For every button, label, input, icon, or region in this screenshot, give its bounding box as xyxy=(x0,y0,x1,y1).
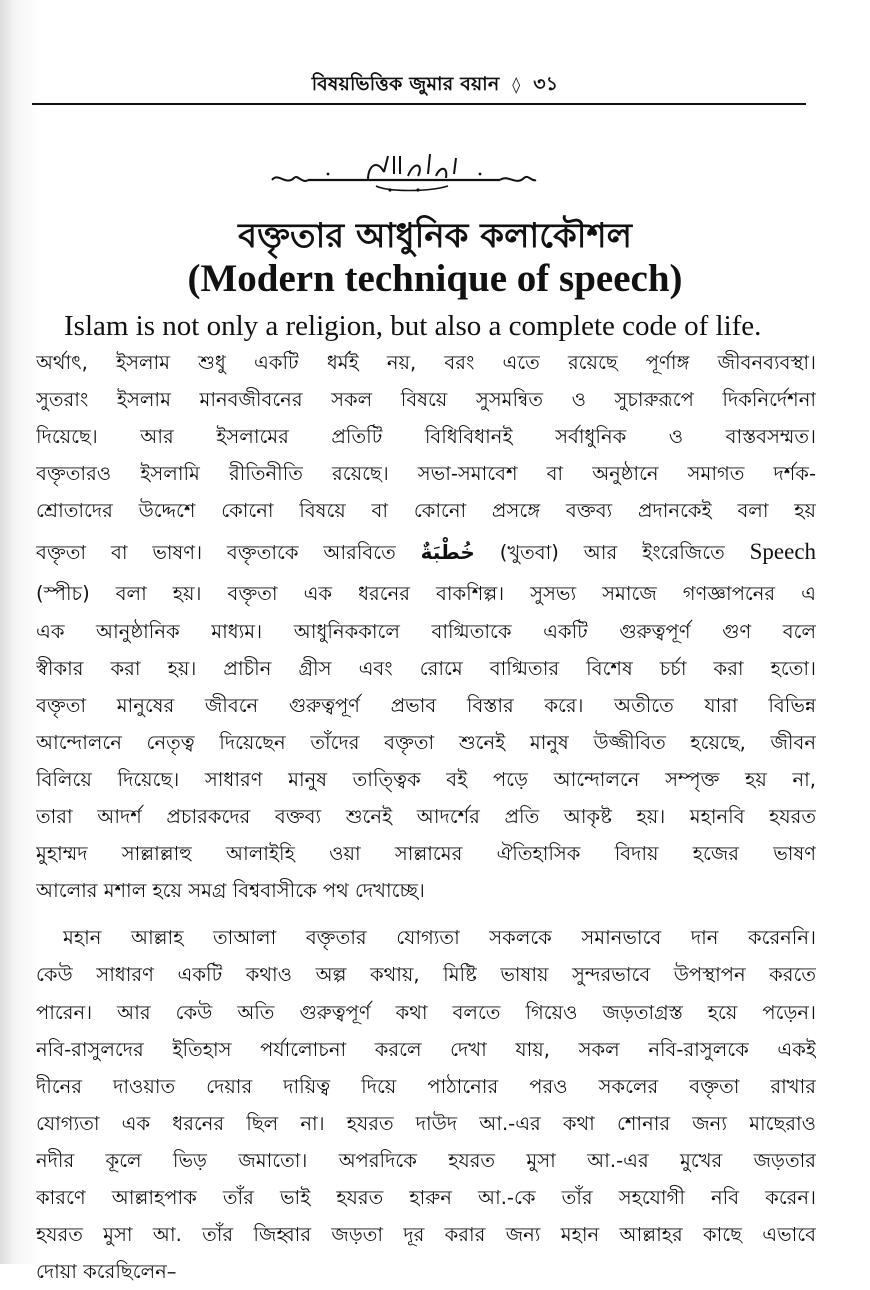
arabic-word-khutba: خُطْبَةٌ xyxy=(420,540,475,565)
body-line: দিয়েছে। আর ইসলামের প্রতিটি বিধিবিধানই সর্বাধুনিক ও বাস্তবসম্মত। xyxy=(36,425,816,449)
body-line: হযরত মুসা আ. তাঁর জিহ্বার জড়তা দূর করার জন্য মহান আল্লাহর কাছে এভাবে xyxy=(36,1223,816,1247)
body-line: বক্তৃতারও ইসলামি রীতিনীতি রয়েছে। সভা-সমাবেশ বা অনুষ্ঠানে সমাগত দর্শক- xyxy=(36,462,816,486)
body-line: তারা আদর্শ প্রচারকদের বক্তব্য শুনেই আদর্শের প্রতি আকৃষ্ট হয়। মহানবি হযরত xyxy=(36,805,816,829)
speech-line-middle: (খুতবা) আর ইংরেজিতে xyxy=(499,541,725,565)
body-line: অর্থাৎ, ইসলাম শুধু একটি ধর্মই নয়, বরং এতে রয়েছে পূর্ণাঙ্গ জীবনব্যবস্থা। xyxy=(36,351,816,374)
body-line: নদীর কূলে ভিড় জমাতো। অপরদিকে হযরত মুসা আ.-এর মুখের জড়তার xyxy=(36,1148,816,1172)
body-line: পারেন। আর কেউ অতি গুরুত্বপূর্ণ কথা বলতে গিয়েও জড়তাগ্রস্ত হয়ে পড়েন। xyxy=(36,1000,816,1024)
chapter-title-bengali: বক্তৃতার আধুনিক কলাকৌশল xyxy=(238,216,632,256)
bismillah-calligraphy-icon xyxy=(268,150,538,198)
body-line: সুতরাং ইসলাম মানবজীবনের সকল বিষয়ে সুসমন্বিত ও সুচারুরূপে দিকনির্দেশনা xyxy=(36,388,816,412)
body-line-speech-definition xyxy=(36,529,816,575)
body-line: নবি-রাসুলদের ইতিহাস পর্যালোচনা করলে দেখা যায়, সকল নবি-রাসুলকে একই xyxy=(36,1037,816,1061)
body-line: মহান আল্লাহ তাআলা বক্তৃতার যোগ্যতা সকলকে সমানভাবে দান করেননি। xyxy=(63,926,816,950)
body-line: কেউ সাধারণ একটি কথাও অল্প কথায়, মিষ্টি ভাষায় সুন্দরভাবে উপস্থাপন করতে xyxy=(36,963,816,987)
body-line: দোয়া করেছিলেন– xyxy=(36,1260,177,1284)
body-line: আলোর মশাল হয়ে সমগ্র বিশ্ববাসীকে পথ দেখাচ্ছে। xyxy=(36,879,425,903)
body-line: কারণে আল্লাহপাক তাঁর ভাই হযরত হারুন আ.-কে তাঁর সহযোগী নবি করেন। xyxy=(36,1185,816,1209)
body-line: যোগ্যতা এক ধরনের ছিল না। হযরত দাউদ আ.-এর কথা শোনার জন্য মাছেরাও xyxy=(36,1111,816,1135)
book-title: বিষয়ভিত্তিক জুমার বয়ান xyxy=(311,73,500,95)
body-line: দীনের দাওয়াত দেয়ার দায়িত্ব দিয়ে পাঠানোর পরও সকলের বক্তৃতা রাখার xyxy=(36,1074,816,1098)
english-word-speech: Speech xyxy=(749,539,816,565)
body-line: আন্দোলনে নেতৃত্ব দিয়েছেন তাঁদের বক্তৃতা শুনেই মানুষ উজ্জীবিত হয়েছে, জীবন xyxy=(36,730,816,754)
running-header xyxy=(0,70,870,102)
body-line: শ্রোতাদের উদ্দেশে কোনো বিষয়ে বা কোনো প্রসঙ্গে বক্তব্য প্রদানকেই বলা হয় xyxy=(36,499,816,523)
header-separator: ◊ xyxy=(512,75,521,94)
body-line: (স্পীচ) বলা হয়। বক্তৃতা এক ধরনের বাকশিল্প। সুসভ্য সমাজে গণজ্ঞাপনের এ xyxy=(36,582,816,606)
body-line: বিলিয়ে দিয়েছে। সাধারণ মানুষ তাত্ত্বিক বই পড়ে আন্দোলনে সম্পৃক্ত হয় না, xyxy=(36,767,816,791)
body-line: মুহাম্মদ সাল্লাল্লাহু আলাইহি ওয়া সাল্লামের ঐতিহাসিক বিদায় হজের ভাষণ xyxy=(36,842,816,866)
body-line: স্বীকার করা হয়। প্রাচীন গ্রীস এবং রোমে বাগ্মিতার বিশেষ চর্চা করা হতো। xyxy=(36,656,816,680)
body-line: এক আনুষ্ঠানিক মাধ্যম। আধুনিককালে বাগ্মিতাকে একটি গুরুত্বপূর্ণ গুণ বলে xyxy=(36,619,816,643)
intro-english-sentence: Islam is not only a religion, but also a complete code of life. xyxy=(64,310,762,342)
page-number: ৩১ xyxy=(533,73,559,95)
body-line: বক্তৃতা মানুষের জীবনে গুরুত্বপূর্ণ প্রভাব বিস্তার করে। অতীতে যারা বিভিন্ন xyxy=(36,693,816,717)
speech-line-before: বক্তৃতা বা ভাষণ। বক্তৃতাকে আরবিতে xyxy=(36,541,396,565)
body-text xyxy=(36,344,816,1290)
chapter-title-english: (Modern technique of speech) xyxy=(187,257,683,300)
header-rule xyxy=(32,103,806,105)
